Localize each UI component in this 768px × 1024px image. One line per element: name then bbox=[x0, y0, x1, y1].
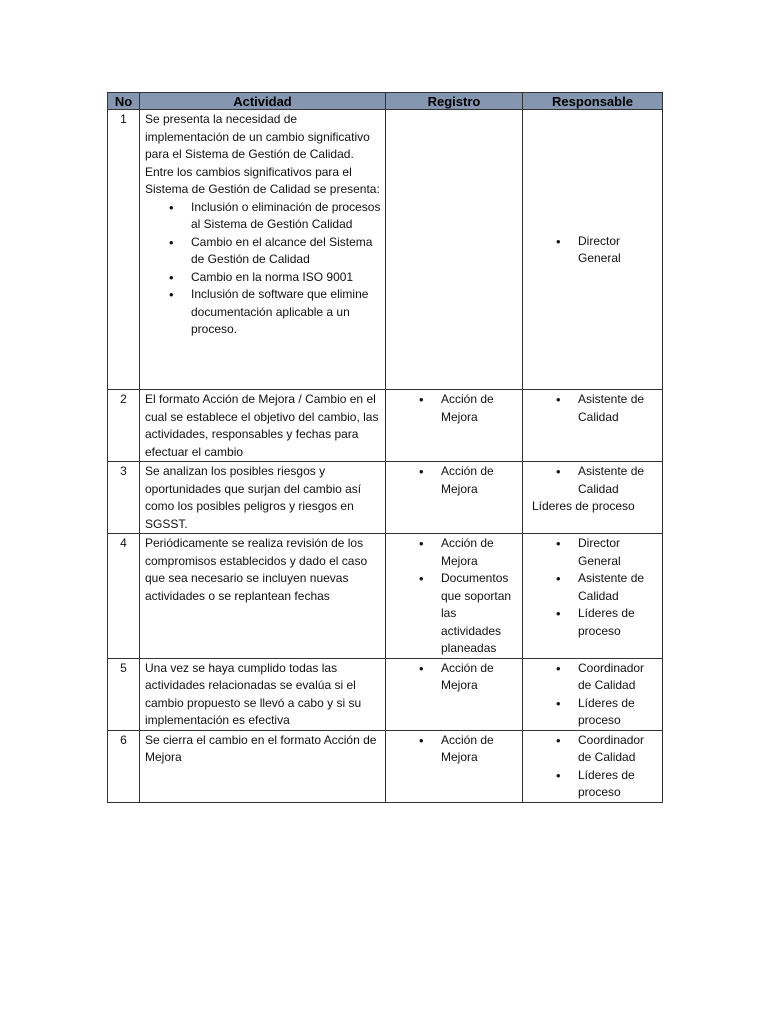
responsable-list bbox=[528, 660, 658, 730]
table-row bbox=[108, 534, 663, 659]
activity-bullet-item: • Inclusión o eliminación de procesos al Sistema de Gestión Calidad bbox=[191, 199, 381, 234]
activity-bullet-item: • Cambio en el alcance del Sistema de Gestión de Calidad bbox=[191, 234, 381, 269]
registro-list bbox=[391, 463, 518, 498]
registro-list bbox=[391, 391, 518, 426]
activity-cell bbox=[140, 658, 386, 730]
registro-list bbox=[391, 732, 518, 767]
activity-cell bbox=[140, 534, 386, 659]
responsable-cell bbox=[523, 110, 663, 390]
activity-text: Se analizan los posibles riesgos y oportunidades que surjan del cambio así como los posibles peligros y riesgos en SGSST. bbox=[145, 464, 362, 531]
registro-cell bbox=[386, 730, 523, 802]
header-responsable: Responsable bbox=[523, 93, 663, 110]
responsable-list bbox=[528, 233, 658, 268]
registro-item: • Acción de Mejora bbox=[441, 535, 518, 570]
responsable-item: • Líderes de proceso bbox=[578, 605, 658, 640]
activity-cell bbox=[140, 390, 386, 462]
activity-text: Entre los cambios significativos para el Sistema de Gestión de Calidad se presenta: bbox=[145, 164, 380, 196]
table-row bbox=[108, 110, 663, 390]
table-body bbox=[108, 110, 663, 803]
header-no: No bbox=[108, 93, 140, 110]
registro-cell bbox=[386, 462, 523, 534]
responsable-list bbox=[528, 391, 658, 426]
row-number: 6 bbox=[108, 730, 140, 802]
registro-item: • Acción de Mejora bbox=[441, 732, 518, 767]
registro-list bbox=[391, 535, 518, 658]
activity-text: Una vez se haya cumplido todas las actividades relacionadas se evalúa si el cambio propuesto se llevó a cabo y si su implementación es efectiva bbox=[145, 660, 362, 727]
registro-item: • Acción de Mejora bbox=[441, 463, 518, 498]
header-registro: Registro bbox=[386, 93, 523, 110]
activity-bullet-list bbox=[145, 199, 381, 339]
header-actividad: Actividad bbox=[140, 93, 386, 110]
responsable-cell bbox=[523, 462, 663, 534]
table-row bbox=[108, 462, 663, 534]
registro-list bbox=[391, 660, 518, 695]
table-row bbox=[108, 730, 663, 802]
registro-cell bbox=[386, 390, 523, 462]
activity-text: El formato Acción de Mejora / Cambio en el cual se establece el objetivo del cambio, las actividades, responsables y fechas para efectuar el cambio bbox=[145, 392, 379, 459]
responsable-cell bbox=[523, 534, 663, 659]
procedure-table bbox=[107, 92, 663, 803]
responsable-item: • Asistente de Calidad bbox=[578, 570, 658, 605]
registro-cell bbox=[386, 658, 523, 730]
responsable-cell bbox=[523, 390, 663, 462]
row-number: 5 bbox=[108, 658, 140, 730]
responsable-list bbox=[528, 463, 658, 498]
responsable-item: • Coordinador de Calidad bbox=[578, 732, 658, 767]
header-row bbox=[108, 93, 663, 110]
row-number: 3 bbox=[108, 462, 140, 534]
activity-text: Se cierra el cambio en el formato Acción de Mejora bbox=[145, 732, 377, 764]
activity-cell bbox=[140, 462, 386, 534]
registro-item: • Acción de Mejora bbox=[441, 660, 518, 695]
row-number: 4 bbox=[108, 534, 140, 659]
activity-text: Periódicamente se realiza revisión de los compromisos establecidos y dado el caso que sea necesario se incluyen nuevas actividades o se replantean fechas bbox=[145, 536, 368, 603]
table-row bbox=[108, 390, 663, 462]
registro-cell bbox=[386, 534, 523, 659]
activity-bullet-item: • Inclusión de software que elimine documentación aplicable a un proceso. bbox=[191, 286, 381, 339]
responsable-item: • Asistente de Calidad bbox=[578, 391, 658, 426]
responsable-item: • Director General bbox=[578, 233, 658, 268]
responsable-item: • Líderes de proceso bbox=[578, 767, 658, 802]
registro-item: • Acción de Mejora bbox=[441, 391, 518, 426]
activity-cell bbox=[140, 730, 386, 802]
responsable-item: • Líderes de proceso bbox=[578, 695, 658, 730]
responsable-list bbox=[528, 732, 658, 802]
activity-bullet-item: • Cambio en la norma ISO 9001 bbox=[191, 269, 381, 287]
registro-item: • Documentos que soportan las actividades planeadas bbox=[441, 570, 518, 658]
registro-cell bbox=[386, 110, 523, 390]
activity-cell bbox=[140, 110, 386, 390]
table-header bbox=[108, 93, 663, 110]
responsable-cell bbox=[523, 730, 663, 802]
responsable-item: • Director General bbox=[578, 535, 658, 570]
responsable-cell bbox=[523, 658, 663, 730]
responsable-list bbox=[528, 535, 658, 640]
row-number: 1 bbox=[108, 110, 140, 390]
responsable-item: • Asistente de Calidad bbox=[578, 463, 658, 498]
responsable-item: • Coordinador de Calidad bbox=[578, 660, 658, 695]
responsable-extra-text: Líderes de proceso bbox=[532, 499, 635, 513]
row-number: 2 bbox=[108, 390, 140, 462]
table-row bbox=[108, 658, 663, 730]
activity-text: Se presenta la necesidad de implementación de un cambio significativo para el Sistema de Gestión de Calidad. bbox=[145, 112, 370, 161]
